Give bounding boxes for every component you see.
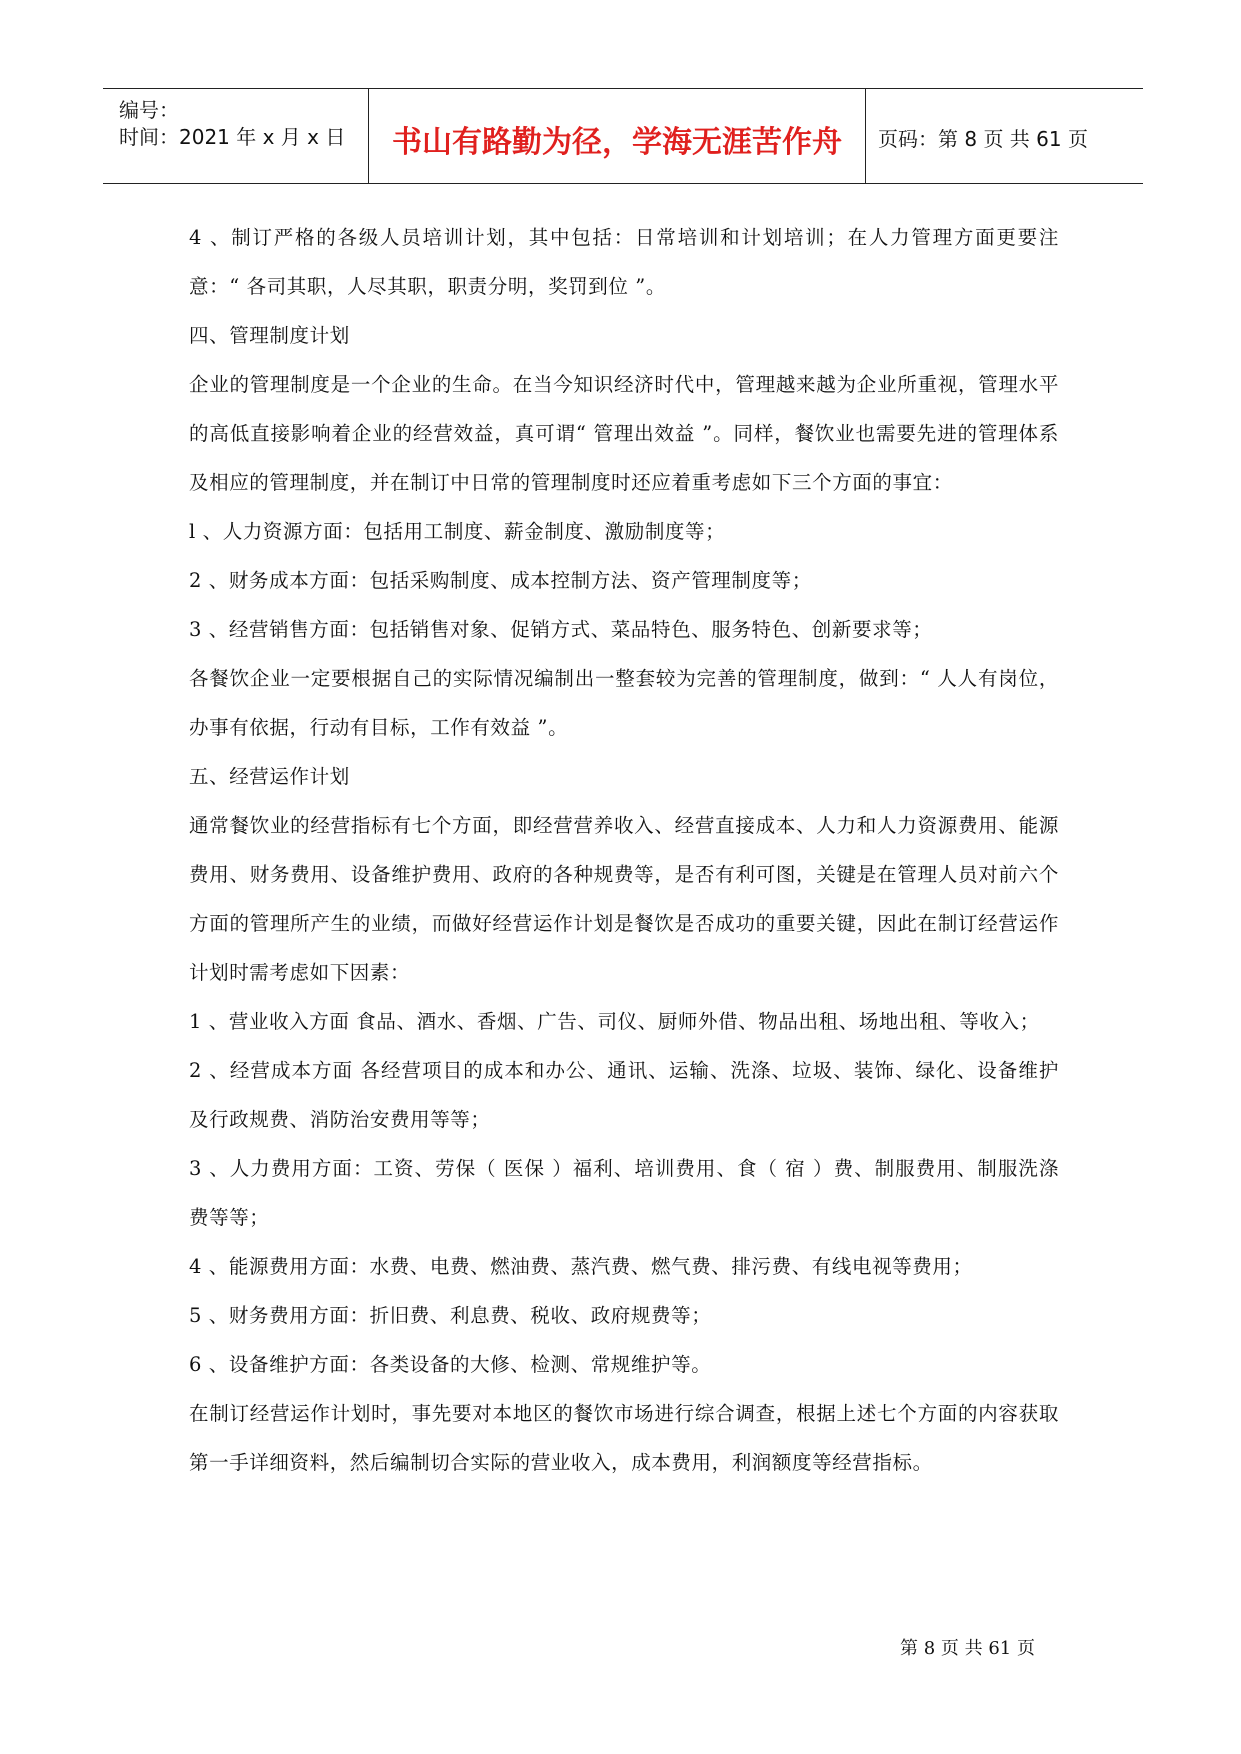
list-item: 2 、经营成本方面 各经营项目的成本和办公、通讯、运输、洗涤、垃圾、装饰、绿化、设备维护及行政规费、消防治安费用等等；: [189, 1059, 1059, 1131]
header-left-cell: [103, 89, 369, 183]
list-item: 3 、经营销售方面：包括销售对象、促销方式、菜品特色、服务特色、创新要求等；: [189, 618, 933, 641]
list-item: 4 、能源费用方面：水费、电费、燃油费、蒸汽费、燃气费、排污费、有线电视等费用；: [189, 1255, 973, 1278]
document-time-label: 时间：2021 年 x 月 x 日: [119, 125, 346, 149]
document-number-label: 编号：: [119, 98, 179, 122]
list-item: 3 、人力费用方面：工资、劳保（ 医保 ）福利、培训费用、食（ 宿 ）费、制服费用、制服洗涤费等等；: [189, 1157, 1059, 1229]
header-right-cell: [866, 89, 1143, 183]
paragraph: 通常餐饮业的经营指标有七个方面，即经营营养收入、经营直接成本、人力和人力资源费用、能源费用、财务费用、设备维护费用、政府的各种规费等，是否有利可图，关键是在管理人员对前六个方面的管理所产生的业绩，而做好经营运作计划是餐饮是否成功的重要关键，因此在制订经营运作计划时需考虑如下因素：: [189, 814, 1059, 984]
paragraph: 4 、制订严格的各级人员培训计划，其中包括：日常培训和计划培训；在人力管理方面更要注意：“ 各司其职，人尽其职，职责分明，奖罚到位 ”。: [189, 226, 1059, 298]
page-header: [103, 88, 1143, 184]
paragraph: 企业的管理制度是一个企业的生命。在当今知识经济时代中，管理越来越为企业所重视，管理水平的高低直接影响着企业的经营效益，真可谓“ 管理出效益 ”。同样，餐饮业也需要先进的管理体系及相应的管理制度，并在制订中日常的管理制度时还应着重考虑如下三个方面的事宜：: [189, 373, 1059, 494]
header-center-cell: [369, 89, 866, 183]
list-item: l 、人力资源方面：包括用工制度、薪金制度、激励制度等；: [189, 520, 726, 543]
section-heading: 四、管理制度计划: [189, 324, 350, 347]
list-item: 2 、财务成本方面：包括采购制度、成本控制方法、资产管理制度等；: [189, 569, 812, 592]
header-motto: 书山有路勤为径，学海无涯苦作舟: [392, 125, 842, 160]
list-item: 5 、财务费用方面：折旧费、利息费、税收、政府规费等；: [189, 1304, 712, 1327]
list-item: 1 、营业收入方面 食品、酒水、香烟、广告、司仪、厨师外借、物品出租、场地出租、等收入；: [189, 1010, 1040, 1033]
page-footer-number: 第 8 页 共 61 页: [900, 1638, 1035, 1659]
document-body: [189, 213, 1059, 1487]
paragraph: 在制订经营运作计划时，事先要对本地区的餐饮市场进行综合调查，根据上述七个方面的内容获取第一手详细资料，然后编制切合实际的营业收入，成本费用，利润额度等经营指标。: [189, 1402, 1059, 1474]
section-heading: 五、经营运作计划: [189, 765, 350, 788]
paragraph: 各餐饮企业一定要根据自己的实际情况编制出一整套较为完善的管理制度，做到：“ 人人有岗位，办事有依据，行动有目标，工作有效益 ”。: [189, 667, 1059, 739]
header-page-number: 页码：第 8 页 共 61 页: [878, 127, 1088, 151]
list-item: 6 、设备维护方面：各类设备的大修、检测、常规维护等。: [189, 1353, 712, 1376]
